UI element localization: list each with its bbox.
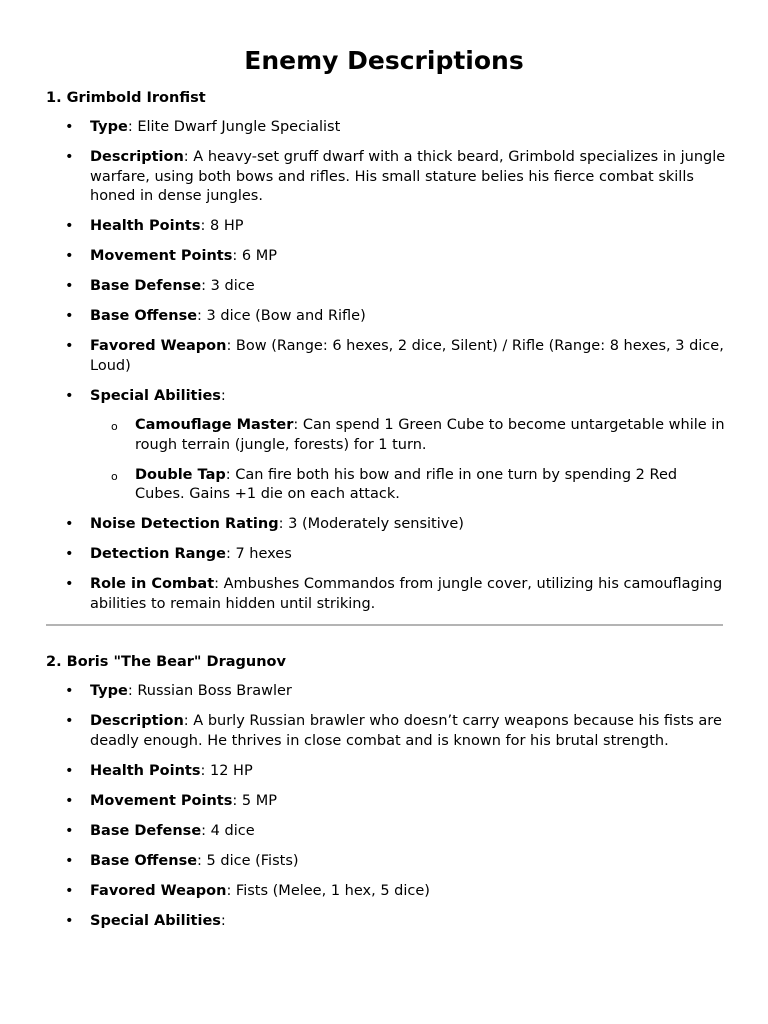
property-label: Type — [90, 683, 128, 699]
property-value: : 6 MP — [232, 248, 277, 264]
property-type — [46, 118, 726, 138]
property-label: Movement Points — [90, 248, 233, 264]
property-value: : Elite Dwarf Jungle Specialist — [127, 119, 341, 135]
property-special-abilities — [46, 387, 726, 505]
property-value: : 5 dice (Fists) — [197, 852, 299, 869]
ability-list — [90, 416, 726, 505]
property-value: : — [220, 387, 226, 404]
property-value: : 3 (Moderately sensitive) — [278, 516, 464, 532]
property-value: : Ambushes Commandos from jungle cover, utilizing his camouflaging abilities to remain hidden until striking. — [90, 576, 723, 612]
ability-name: Camouflage Master — [135, 417, 294, 433]
property-value: : A burly Russian brawler who doesn’t carry weapons because his fists are deadly enough. He thrives in close combat and is known for his brutal strength. — [90, 713, 722, 749]
property-movement-points — [46, 792, 726, 812]
property-label: Base Offense — [90, 852, 198, 869]
property-value: : — [220, 912, 226, 929]
property-label: Special Abilities — [90, 387, 221, 404]
property-value: : 4 dice — [201, 822, 255, 839]
property-label: Favored Weapon — [90, 882, 227, 899]
property-description — [46, 148, 726, 207]
property-base-defense — [46, 822, 726, 842]
property-favored-weapon — [46, 882, 726, 902]
property-value: : 3 dice — [201, 278, 255, 294]
ability-name: Double Tap — [135, 466, 226, 483]
property-detection-range — [46, 545, 726, 565]
property-value: : 12 HP — [200, 762, 253, 779]
enemy-section-boris — [46, 652, 726, 942]
property-value: : 3 dice (Bow and Rifle) — [197, 308, 366, 324]
property-base-offense — [46, 307, 726, 327]
property-label: Noise Detection Rating — [90, 516, 279, 532]
property-label: Base Defense — [90, 278, 202, 294]
property-label: Favored Weapon — [90, 338, 227, 354]
ability-double-tap — [90, 466, 726, 505]
property-label: Description — [90, 149, 184, 165]
property-value: : 7 hexes — [225, 546, 292, 562]
property-base-defense — [46, 277, 726, 297]
property-value: : Bow (Range: 6 hexes, 2 dice, Silent) / Rifle (Range: 8 hexes, 3 dice, Loud) — [90, 338, 724, 374]
property-label: Description — [90, 713, 184, 729]
section-divider — [46, 624, 723, 626]
ability-text: : Can spend 1 Green Cube to become untargetable while in rough terrain (jungle, forests) for 1 turn. — [135, 417, 725, 453]
enemy-section-grimbold — [46, 88, 726, 625]
property-label: Type — [90, 119, 128, 135]
property-type — [46, 682, 726, 702]
property-health-points — [46, 217, 726, 237]
property-label: Base Defense — [90, 822, 202, 839]
property-base-offense — [46, 852, 726, 872]
property-value: : 8 HP — [200, 218, 244, 234]
property-label: Health Points — [90, 762, 201, 779]
enemy-property-list — [46, 118, 726, 614]
property-special-abilities — [46, 912, 726, 932]
property-favored-weapon — [46, 337, 726, 376]
property-label: Role in Combat — [90, 576, 215, 592]
property-label: Special Abilities — [90, 912, 221, 929]
property-description — [46, 712, 726, 751]
property-health-points — [46, 762, 726, 782]
property-noise-detection-rating — [46, 515, 726, 535]
ability-camouflage-master — [90, 416, 726, 455]
enemy-heading: 2. Boris "The Bear" Dragunov — [46, 654, 286, 670]
document-title: Enemy Descriptions — [244, 46, 524, 75]
property-value: : Fists (Melee, 1 hex, 5 dice) — [226, 882, 430, 899]
enemy-heading: 1. Grimbold Ironfist — [46, 90, 206, 106]
property-value: : Russian Boss Brawler — [127, 683, 292, 699]
property-label: Detection Range — [90, 546, 226, 562]
property-value: : A heavy-set gruff dwarf with a thick beard, Grimbold specializes in jungle warfare, using both bows and rifles. His small stature belies his fierce combat skills honed in dense jungles. — [90, 149, 726, 204]
ability-text: : Can fire both his bow and rifle in one turn by spending 2 Red Cubes. Gains +1 die on each attack. — [135, 466, 678, 502]
property-role-in-combat — [46, 575, 726, 614]
property-label: Movement Points — [90, 792, 233, 809]
property-value: : 5 MP — [232, 792, 277, 809]
property-label: Health Points — [90, 218, 201, 234]
property-movement-points — [46, 247, 726, 267]
property-label: Base Offense — [90, 308, 198, 324]
enemy-property-list — [46, 682, 726, 931]
